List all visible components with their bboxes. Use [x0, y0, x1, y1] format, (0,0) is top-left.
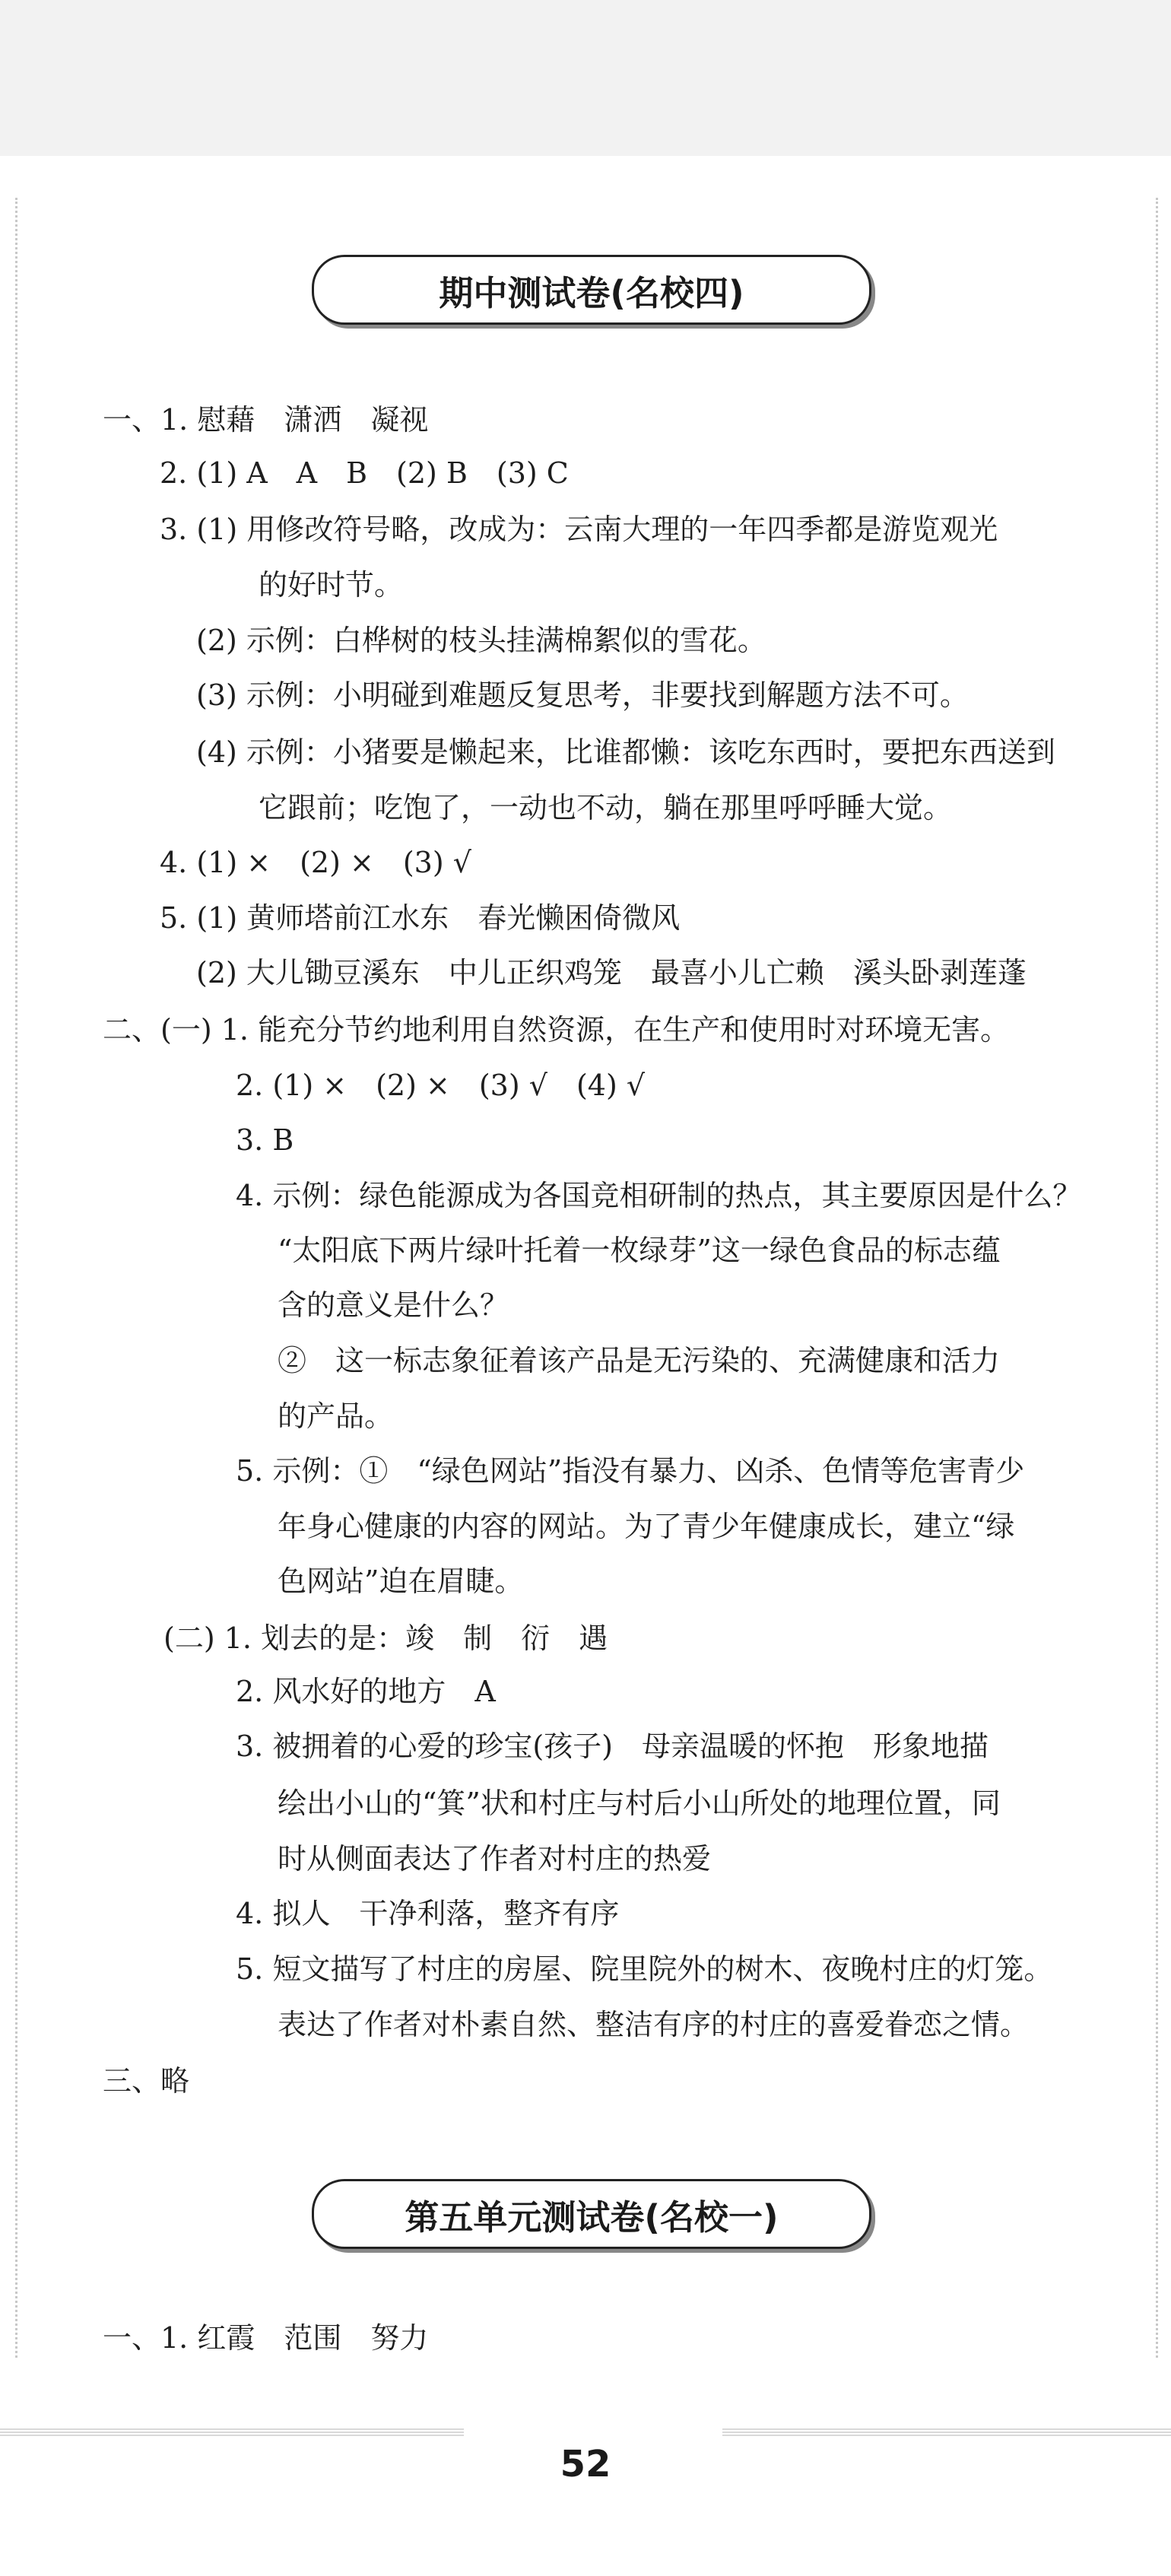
answer-line: 年身心健康的内容的网站。为了青少年健康成长，建立“绿: [278, 1510, 1015, 1543]
footer-rule-right: [722, 2428, 1171, 2436]
answer-line: 色网站”迫在眉睫。: [278, 1564, 524, 1598]
answer-line: (4) 示例：小猪要是懒起来，比谁都懒：该吃东西时，要把东西送到: [196, 735, 1055, 769]
answer-line: 4. 示例：绿色能源成为各国竞相研制的热点，其主要原因是什么？: [236, 1179, 1082, 1212]
answer-line: 三、略: [103, 2064, 190, 2098]
answer-line: 4. (1) × (2) × (3) √: [160, 846, 471, 879]
answer-line: 3. B: [236, 1123, 294, 1157]
answer-line: (3) 示例：小明碰到难题反复思考，非要找到解题方法不可。: [196, 678, 969, 712]
answer-line: 5. 示例：① “绿色网站”指没有暴力、凶杀、色情等危害青少: [236, 1454, 1025, 1488]
answer-line: (2) 示例：白桦树的枝头挂满棉絮似的雪花。: [196, 624, 766, 657]
footer-rule-left: [0, 2428, 464, 2436]
answer-line: 绘出小山的“箕”状和村庄与村后小山所处的地理位置，同: [278, 1787, 1001, 1820]
answer-line: ② 这一标志象征着该产品是无污染的、充满健康和活力: [278, 1344, 1001, 1377]
answer-line: (2) 大儿锄豆溪东 中儿正织鸡笼 最喜小儿亡赖 溪头卧剥莲蓬: [196, 956, 1027, 989]
answer-line: 含的意义是什么？: [278, 1288, 509, 1322]
answer-line: 一、1. 慰藉 潇洒 凝视: [103, 403, 429, 437]
answer-line: (二) 1. 划去的是：竣 制 衍 遇: [163, 1622, 608, 1655]
answer-line: 时从侧面表达了作者对村庄的热爱: [278, 1842, 712, 1876]
answer-line: 它跟前；吃饱了，一动也不动，躺在那里呼呼睡大觉。: [259, 791, 953, 824]
answer-line: 二、(一) 1. 能充分节约地利用自然资源，在生产和使用时对环境无害。: [103, 1013, 1010, 1047]
answer-line: 的好时节。: [259, 568, 404, 602]
answer-line: 的产品。: [278, 1399, 394, 1433]
page-number: 52: [560, 2443, 611, 2485]
answer-line: 3. 被拥着的心爱的珍宝(孩子) 母亲温暖的怀抱 形象地描: [236, 1730, 989, 1763]
answer-line: 2. 风水好的地方 A: [236, 1675, 496, 1708]
answer-line: 5. (1) 黄师塔前江水东 春光懒困倚微风: [160, 901, 681, 935]
answer-line: 一、1. 红霞 范围 努力: [103, 2321, 429, 2355]
answer-line: 4. 拟人 干净利落，整齐有序: [236, 1897, 620, 1930]
section-title-unit5: 第五单元测试卷(名校一): [312, 2179, 871, 2249]
answer-line: 2. (1) A A B (2) B (3) C: [160, 456, 569, 490]
left-dotted-border: [15, 198, 17, 2358]
answer-line: “太阳底下两片绿叶托着一枚绿芽”这一绿色食品的标志蕴: [278, 1234, 1001, 1267]
top-margin: [0, 0, 1171, 156]
answer-line: 2. (1) × (2) × (3) √ (4) √: [236, 1069, 646, 1102]
answer-line: 5. 短文描写了村庄的房屋、院里院外的树木、夜晚村庄的灯笼。: [236, 1952, 1053, 1986]
right-dotted-border: [1156, 198, 1158, 2358]
answer-line: 表达了作者对朴素自然、整洁有序的村庄的喜爱眷恋之情。: [278, 2008, 1030, 2041]
section-title-midterm: 期中测试卷(名校四): [312, 255, 871, 325]
answer-line: 3. (1) 用修改符号略，改成为：云南大理的一年四季都是游览观光: [160, 513, 998, 546]
